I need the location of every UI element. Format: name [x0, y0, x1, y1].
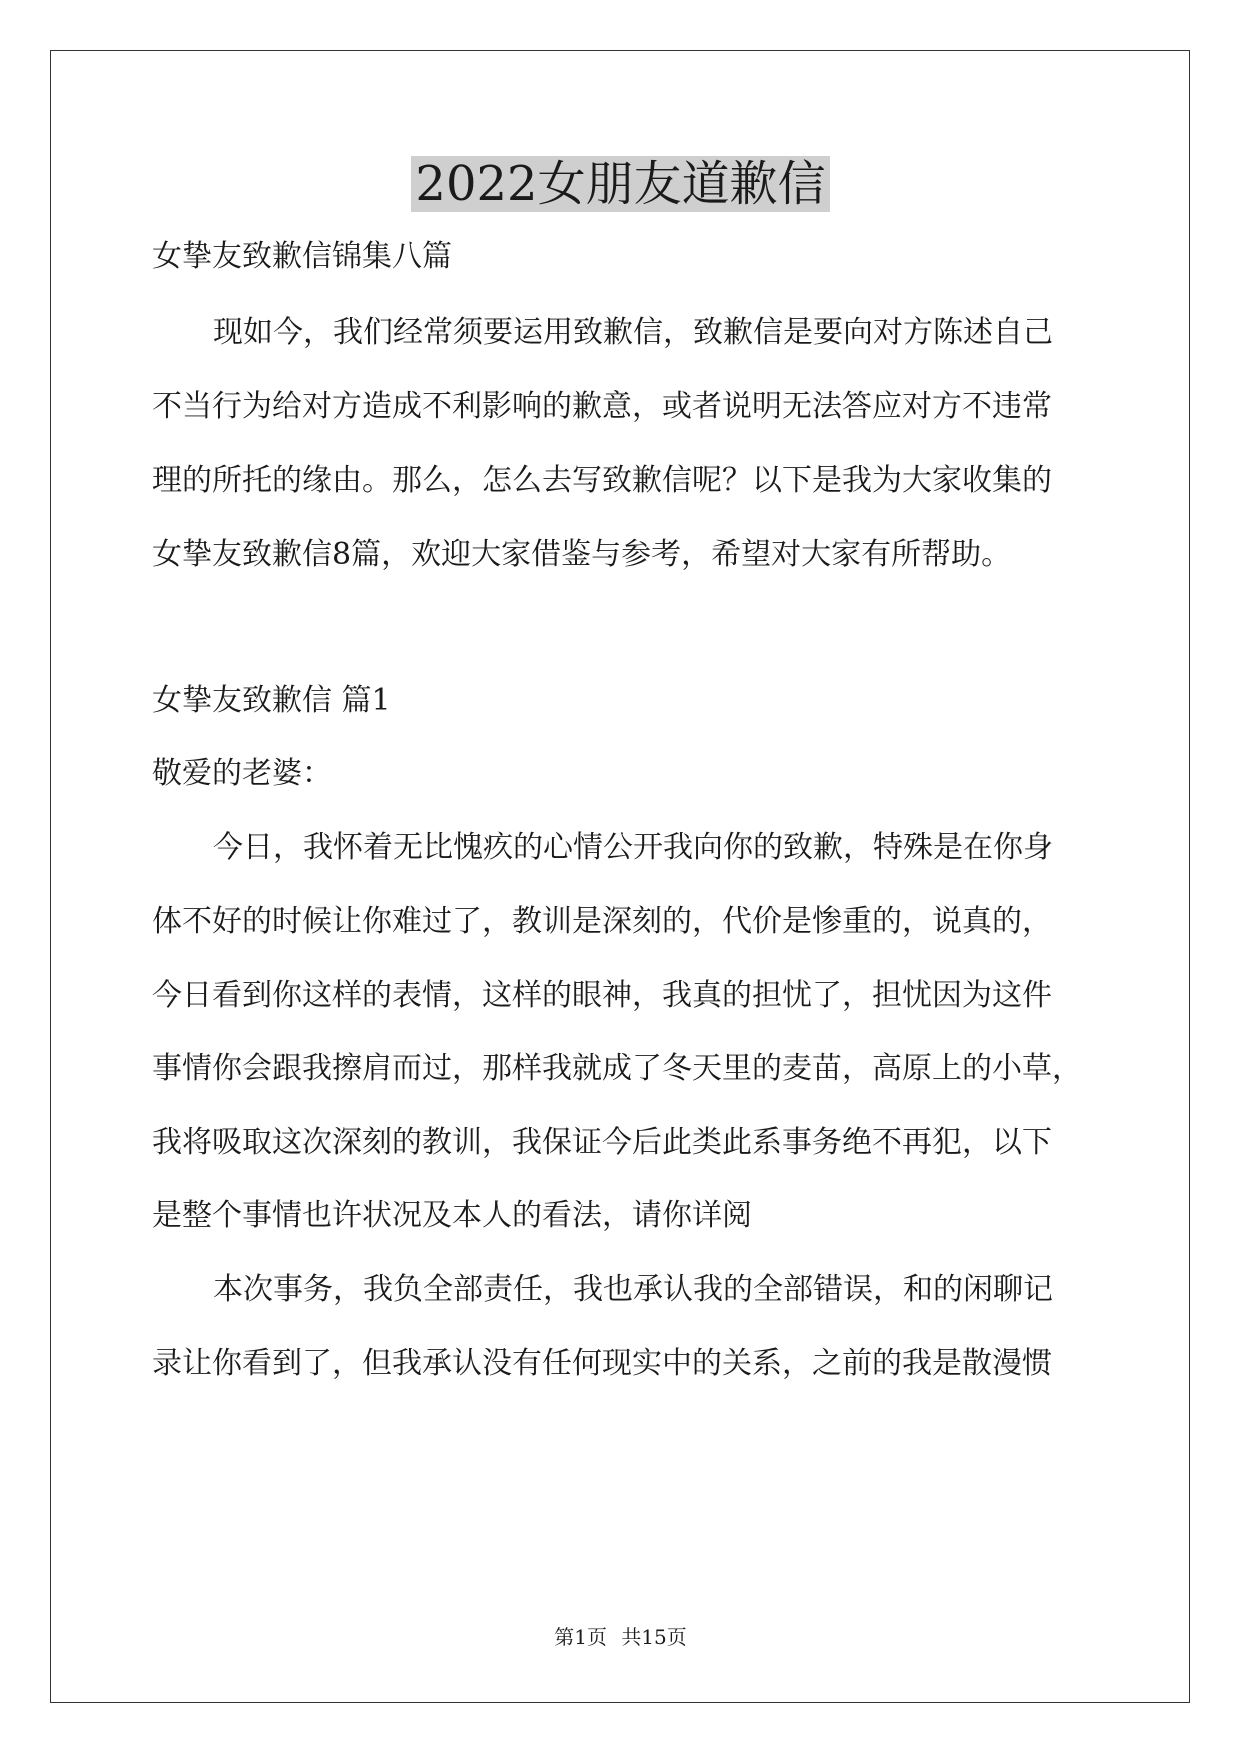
- section-heading: 女挚友致歉信 篇1: [152, 683, 391, 718]
- paragraph-line: 本次事务，我负全部责任，我也承认我的全部错误，和的闲聊记: [213, 1272, 1053, 1307]
- document-subtitle: 女挚友致歉信锦集八篇: [152, 239, 452, 274]
- page-total: 共15页: [621, 1625, 687, 1649]
- intro-line: 理的所托的缘由。那么，怎么去写致歉信呢？以下是我为大家收集的: [152, 463, 1052, 498]
- paragraph-line: 录让你看到了，但我承认没有任何现实中的关系，之前的我是散漫惯: [152, 1346, 1052, 1381]
- paragraph-line: 体不好的时候让你难过了，教训是深刻的，代价是惨重的，说真的，: [152, 904, 1052, 939]
- paragraph-line: 是整个事情也许状况及本人的看法，请你详阅: [152, 1198, 752, 1233]
- paragraph-line: 今日，我怀着无比愧疚的心情公开我向你的致歉，特殊是在你身: [213, 830, 1053, 865]
- document-title: [0, 152, 1241, 216]
- paragraph-line: 事情你会跟我擦肩而过，那样我就成了冬天里的麦苗，高原上的小草，: [152, 1051, 1082, 1086]
- page-number: 第1页: [554, 1625, 607, 1649]
- page-footer: [0, 1623, 1241, 1651]
- paragraph-line: 今日看到你这样的表情，这样的眼神，我真的担忧了，担忧因为这件: [152, 978, 1052, 1013]
- intro-line: 不当行为给对方造成不利影响的歉意，或者说明无法答应对方不违常: [152, 389, 1052, 424]
- page-border: [50, 50, 1190, 1703]
- intro-line: 女挚友致歉信8篇，欢迎大家借鉴与参考，希望对大家有所帮助。: [152, 537, 1012, 572]
- intro-line: 现如今，我们经常须要运用致歉信，致歉信是要向对方陈述自己: [213, 315, 1053, 350]
- salutation: 敬爱的老婆：: [152, 756, 332, 791]
- paragraph-line: 我将吸取这次深刻的教训，我保证今后此类此系事务绝不再犯，以下: [152, 1125, 1052, 1160]
- document-title-text: 2022女朋友道歉信: [411, 156, 829, 212]
